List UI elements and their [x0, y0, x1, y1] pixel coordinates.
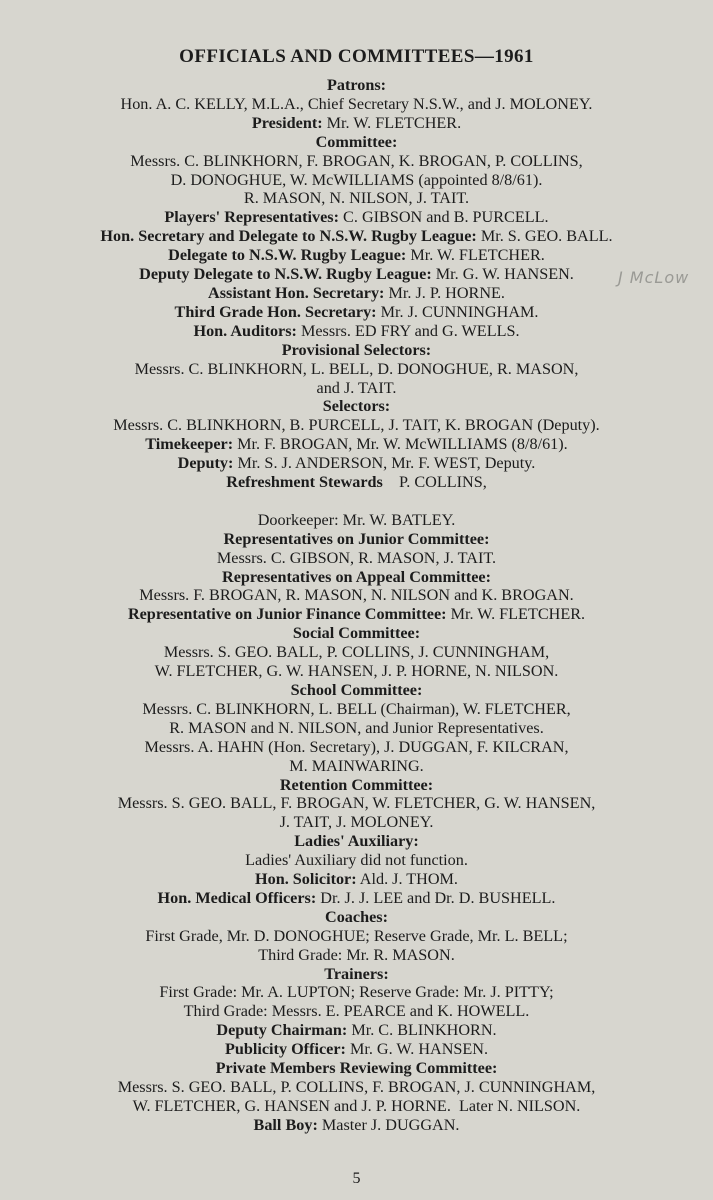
entry-text: W. FLETCHER, G. HANSEN and J. P. HORNE. Later N. NILSON.	[132, 1096, 581, 1115]
entry-label: Publicity Officer:	[224, 1040, 346, 1059]
entry-text: D. DONOGHUE, W. McWILLIAMS (appointed 8/8/61).	[170, 170, 543, 189]
entry-line	[0, 322, 713, 341]
entry-label: Committee:	[315, 132, 398, 151]
entry-text: Messrs. C. BLINKHORN, L. BELL, D. DONOGHUE, R. MASON,	[134, 359, 579, 378]
entry-label: Hon. Auditors:	[193, 321, 297, 340]
entry-text: Hon. A. C. KELLY, M.L.A., Chief Secretary N.S.W., and J. MOLONEY.	[120, 94, 593, 113]
entry-line	[0, 530, 713, 549]
entry-line	[0, 681, 713, 700]
entry-label: Assistant Hon. Secretary:	[208, 283, 385, 302]
entry-text: Mr. G. W. HANSEN.	[345, 1040, 489, 1059]
entry-text: Third Grade: Messrs. E. PEARCE and K. HOWELL.	[183, 1002, 530, 1021]
entry-text: Messrs. C. GIBSON, R. MASON, J. TAIT.	[216, 548, 497, 567]
entry-line	[0, 738, 713, 757]
entry-text: Messrs. S. GEO. BALL, F. BROGAN, W. FLETCHER, G. W. HANSEN,	[117, 794, 596, 813]
entry-text: Mr. G. W. HANSEN.	[431, 265, 574, 284]
entry-text: Mr. F. BROGAN, Mr. W. McWILLIAMS (8/8/61).	[233, 435, 568, 454]
entry-label: Hon. Medical Officers:	[157, 888, 317, 907]
entry-text: Doorkeeper: Mr. W. BATLEY.	[257, 510, 456, 529]
entry-line	[0, 454, 713, 473]
entry-line	[0, 76, 713, 95]
entry-label: Refreshment Stewards	[226, 473, 383, 492]
entry-text: Mr. W. FLETCHER.	[406, 246, 545, 265]
entry-label: Trainers:	[324, 964, 389, 983]
entry-line	[0, 813, 713, 832]
entry-label: Representatives on Appeal Committee:	[222, 567, 491, 586]
entry-line	[0, 1116, 713, 1135]
handwritten-margin-note: J McLow	[618, 268, 690, 287]
entry-line	[0, 643, 713, 662]
entry-text: P. COLLINS,	[382, 473, 487, 492]
entry-text: First Grade: Mr. A. LUPTON; Reserve Grade: Mr. J. PITTY;	[159, 983, 554, 1002]
entry-text: Mr. S. GEO. BALL.	[476, 227, 613, 246]
entry-text: Mr. J. P. HORNE.	[384, 283, 505, 302]
entry-line	[0, 1002, 713, 1021]
entry-text: Messrs. F. BROGAN, R. MASON, N. NILSON and K. BROGAN.	[139, 586, 574, 605]
entry-line	[0, 757, 713, 776]
entry-text: Messrs. S. GEO. BALL, P. COLLINS, J. CUNNINGHAM,	[163, 643, 550, 662]
entry-line	[0, 946, 713, 965]
entry-label: Provisional Selectors:	[281, 340, 432, 359]
entry-line	[0, 549, 713, 568]
entry-label: Delegate to N.S.W. Rugby League:	[168, 246, 407, 265]
entry-line	[0, 379, 713, 398]
entry-line	[0, 1097, 713, 1116]
entry-text: Mr. J. CUNNINGHAM.	[376, 302, 539, 321]
entry-line	[0, 965, 713, 984]
page-title: OFFICIALS AND COMMITTEES—1961	[179, 46, 534, 67]
entry-line	[0, 511, 713, 530]
entry-line	[0, 284, 713, 303]
entry-text: Mr. C. BLINKHORN.	[347, 1021, 497, 1040]
entry-text: Ladies' Auxiliary did not function.	[245, 851, 468, 870]
entry-line	[0, 227, 713, 246]
entry-label: Ball Boy:	[253, 1115, 318, 1134]
entry-label: Timekeeper:	[145, 435, 234, 454]
entry-label: Representatives on Junior Committee:	[223, 529, 490, 548]
entry-line	[0, 908, 713, 927]
entry-line	[0, 832, 713, 851]
entry-line	[0, 303, 713, 322]
entry-text: Ald. J. THOM.	[356, 870, 458, 889]
entry-text: W. FLETCHER, G. W. HANSEN, J. P. HORNE, N. NILSON.	[154, 662, 559, 681]
entry-line	[0, 341, 713, 360]
entry-line	[0, 870, 713, 889]
entry-text: Third Grade: Mr. R. MASON.	[258, 945, 455, 964]
entry-label: Hon. Secretary and Delegate to N.S.W. Rugby League:	[100, 227, 477, 246]
entry-line	[0, 1078, 713, 1097]
entry-line	[0, 416, 713, 435]
entry-text: Messrs. C. BLINKHORN, L. BELL (Chairman), W. FLETCHER,	[142, 699, 571, 718]
entry-line	[0, 851, 713, 870]
spacer	[0, 492, 713, 511]
entry-label: Third Grade Hon. Secretary:	[174, 302, 377, 321]
entry-line	[0, 776, 713, 795]
entry-label: Retention Committee:	[279, 775, 434, 794]
entry-label: Patrons:	[326, 76, 387, 94]
entry-label: President:	[251, 113, 323, 132]
entry-label: Hon. Solicitor:	[255, 870, 357, 889]
entry-line	[0, 397, 713, 416]
entry-text: Mr. W. FLETCHER.	[446, 605, 586, 624]
entry-label: Deputy Chairman:	[216, 1021, 348, 1040]
entry-text: M. MAINWARING.	[289, 756, 424, 775]
entry-label: Social Committee:	[292, 624, 421, 643]
entry-text: C. GIBSON and B. PURCELL.	[339, 208, 549, 227]
entry-text: and J. TAIT.	[316, 378, 397, 397]
entry-line	[0, 662, 713, 681]
entry-line	[0, 189, 713, 208]
entry-text: Messrs. A. HAHN (Hon. Secretary), J. DUGGAN, F. KILCRAN,	[144, 737, 569, 756]
entry-label: Deputy Delegate to N.S.W. Rugby League:	[139, 265, 432, 284]
entry-label: Ladies' Auxiliary:	[294, 832, 419, 851]
entry-text: R. MASON, N. NILSON, J. TAIT.	[243, 189, 470, 208]
entry-text: Master J. DUGGAN.	[317, 1115, 460, 1134]
officials-list	[0, 76, 713, 1135]
entry-line	[0, 133, 713, 152]
entry-line	[0, 605, 713, 624]
entry-line	[0, 1040, 713, 1059]
entry-line	[0, 719, 713, 738]
entry-line	[0, 889, 713, 908]
entry-text: First Grade, Mr. D. DONOGHUE; Reserve Grade, Mr. L. BELL;	[145, 926, 568, 945]
entry-line	[0, 983, 713, 1002]
entry-text: Messrs. S. GEO. BALL, P. COLLINS, F. BROGAN, J. CUNNINGHAM,	[117, 1078, 596, 1097]
entry-label: Private Members Reviewing Committee:	[215, 1059, 498, 1078]
entry-text: Mr. W. FLETCHER.	[322, 113, 462, 132]
entry-label: Deputy:	[177, 454, 234, 473]
entry-line	[0, 360, 713, 379]
entry-label: School Committee:	[290, 680, 423, 699]
entry-text: Messrs. ED FRY and G. WELLS.	[296, 321, 520, 340]
entry-text: Dr. J. J. LEE and Dr. D. BUSHELL.	[316, 888, 556, 907]
entry-line	[0, 473, 713, 492]
entry-text: Messrs. C. BLINKHORN, B. PURCELL, J. TAIT, K. BROGAN (Deputy).	[113, 416, 600, 435]
entry-line	[0, 152, 713, 171]
entry-label: Coaches:	[325, 907, 388, 926]
entry-line	[0, 95, 713, 114]
entry-line	[0, 794, 713, 813]
entry-line	[0, 1059, 713, 1078]
entry-text: J. TAIT, J. MOLONEY.	[279, 813, 434, 832]
entry-line	[0, 246, 713, 265]
entry-line	[0, 624, 713, 643]
entry-line	[0, 1021, 713, 1040]
entry-label: Representative on Junior Finance Committee:	[127, 605, 447, 624]
entry-line	[0, 114, 713, 133]
entry-text: R. MASON and N. NILSON, and Junior Representatives.	[169, 718, 544, 737]
entry-line	[0, 435, 713, 454]
entry-text: Messrs. C. BLINKHORN, F. BROGAN, K. BROGAN, P. COLLINS,	[130, 151, 583, 170]
entry-line	[0, 208, 713, 227]
entry-line	[0, 700, 713, 719]
entry-line	[0, 927, 713, 946]
page-number: 5	[352, 1170, 361, 1187]
entry-label: Players' Representatives:	[164, 208, 339, 227]
entry-line	[0, 568, 713, 587]
entry-text: Mr. S. J. ANDERSON, Mr. F. WEST, Deputy.	[233, 454, 536, 473]
entry-label: Selectors:	[322, 397, 391, 416]
entry-line	[0, 586, 713, 605]
entry-line	[0, 265, 713, 284]
entry-line	[0, 171, 713, 190]
